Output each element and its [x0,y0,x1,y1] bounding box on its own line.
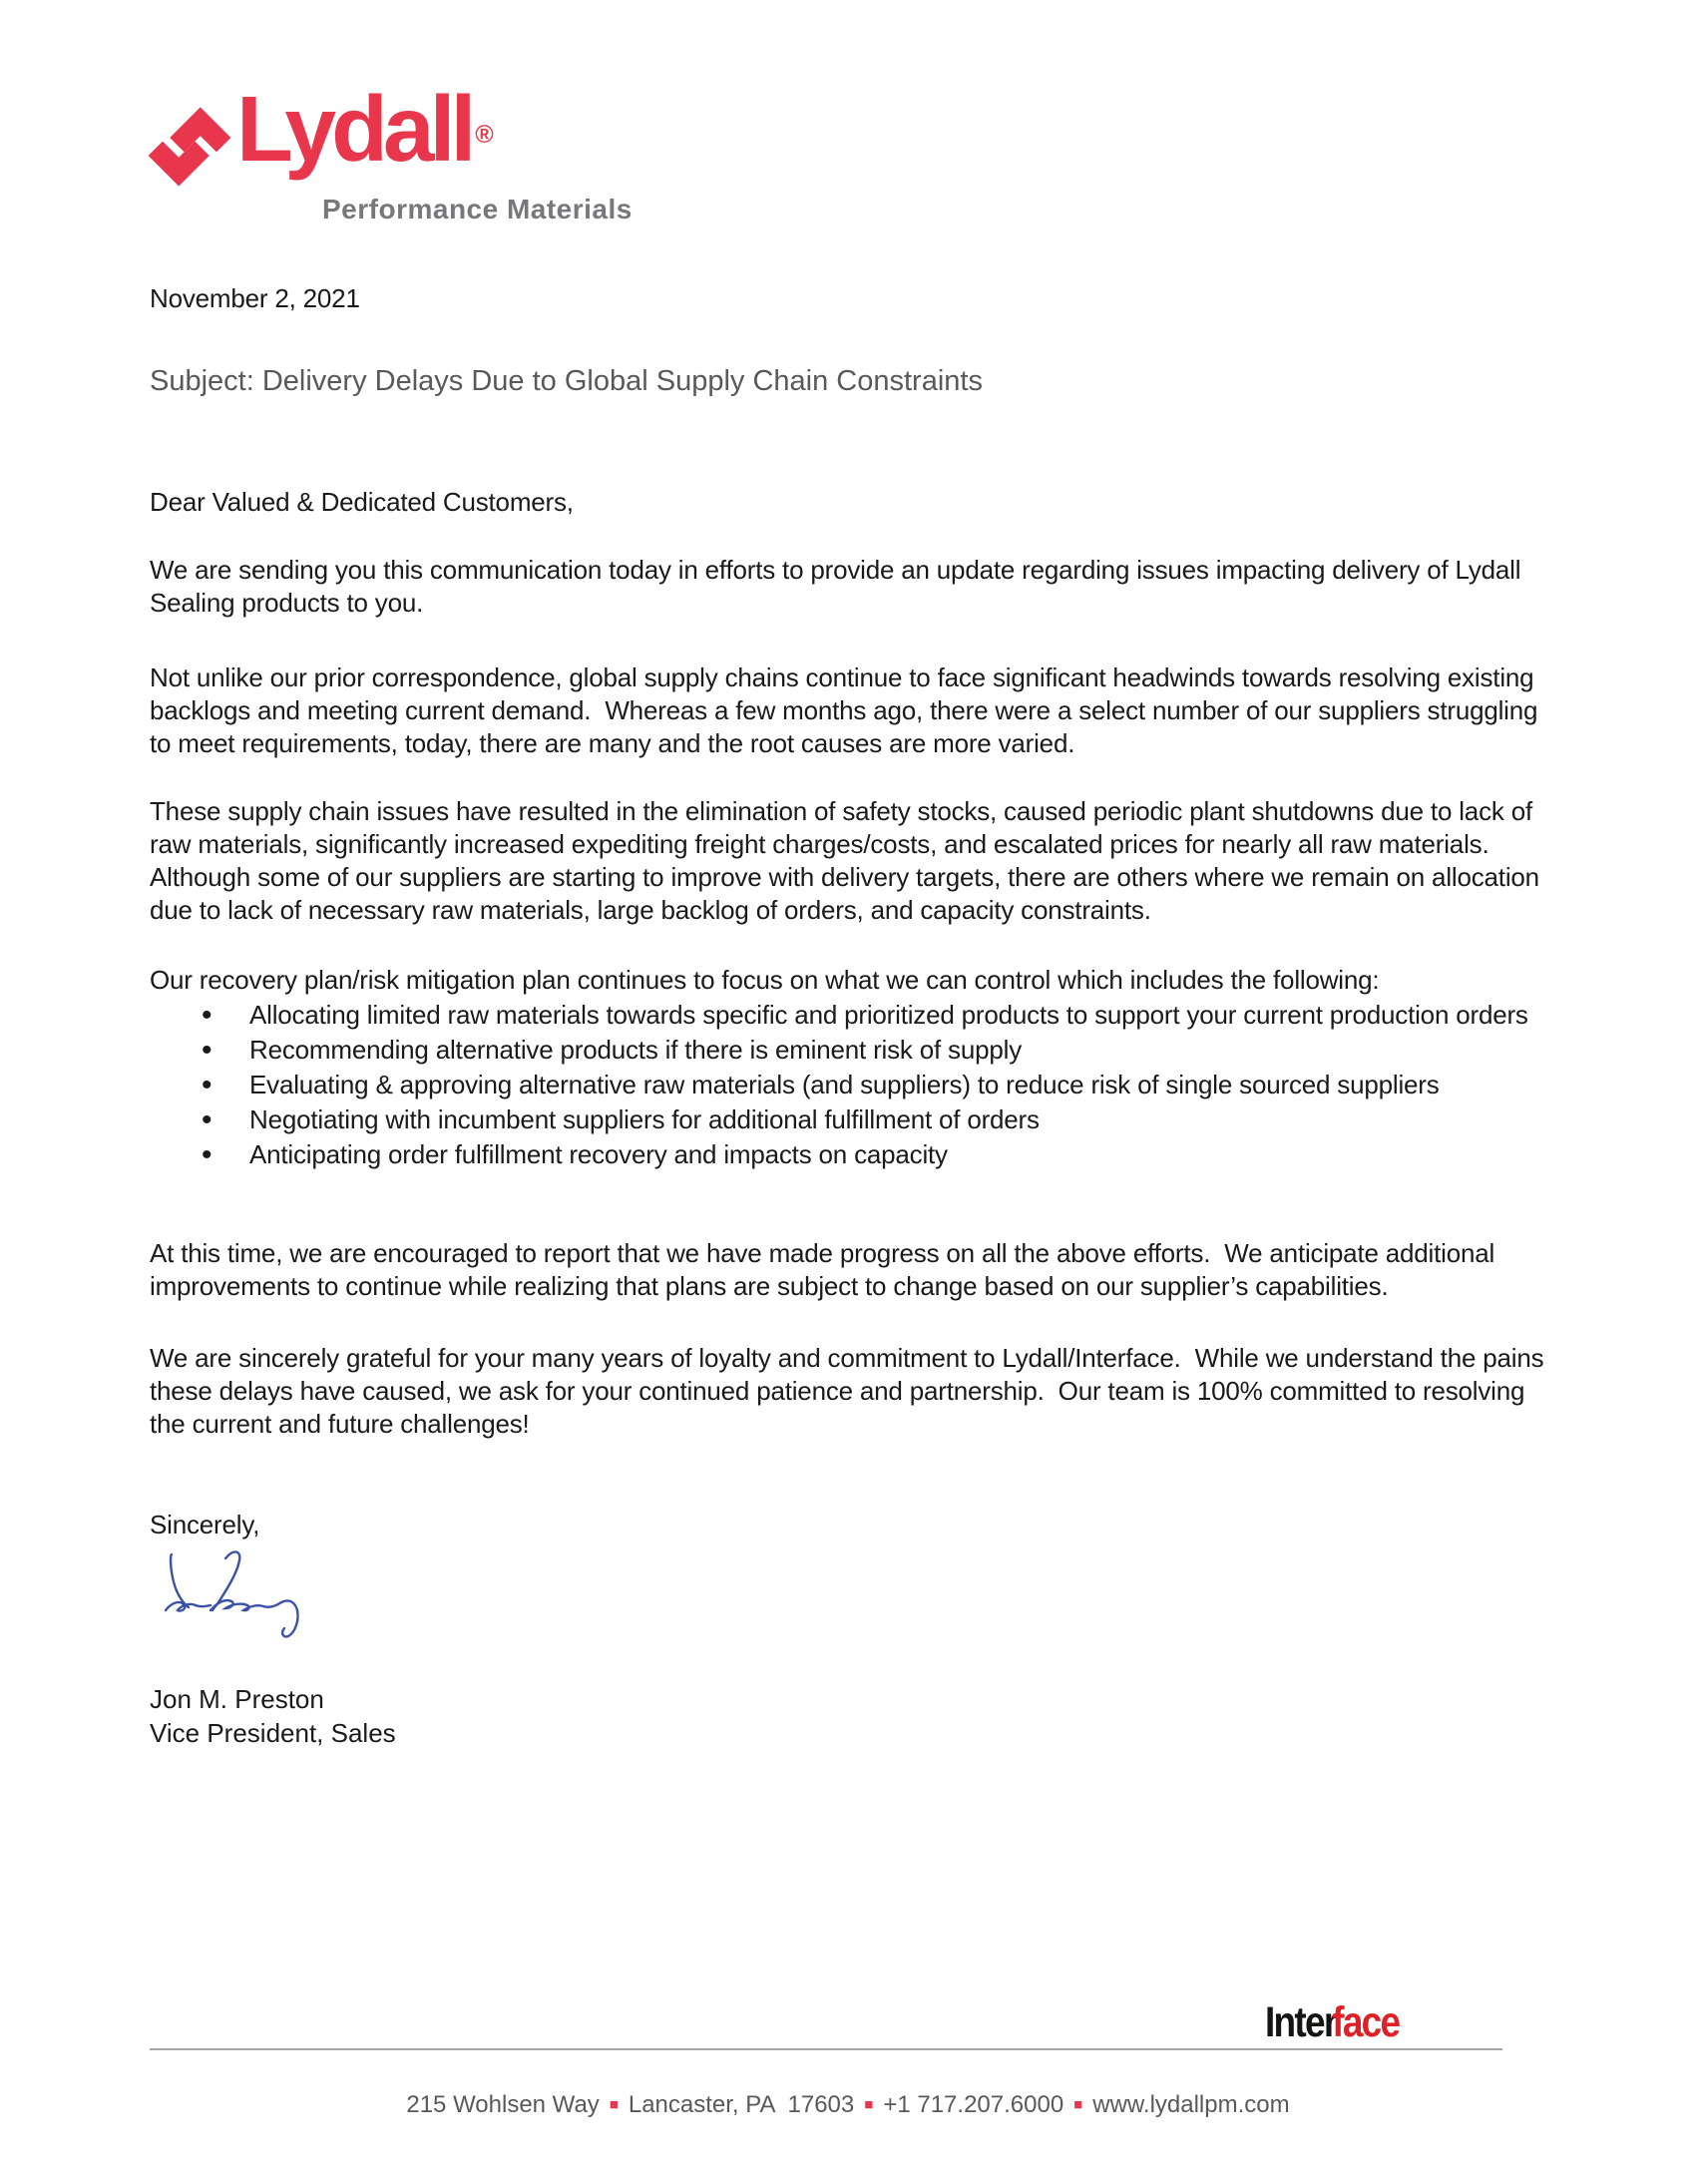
interface-logo-red: face [1332,1998,1400,2046]
body-paragraph-6: We are sincerely grateful for your many years of loyalty and commitment to Lydall/Interface. While we understand the pains these delays have caused, we ask for your continued patience and partnership. Our team is 100% committed to resolving the current and future challenges! [150,1343,1551,1439]
logo-tagline: Performance Materials [322,194,633,224]
bullet-list [150,998,1556,1172]
bullet-intro: Our recovery plan/risk mitigation plan continues to focus on what we can control which includes the following: [150,965,1380,995]
footer-address [0,2091,1696,2119]
signer-title: Vice President, Sales [150,1718,396,1748]
valediction: Sincerely, [150,1510,260,1539]
footer-divider [150,2048,1502,2050]
address-street: 215 Wohlsen Way [406,2091,600,2118]
bullet-item: • Evaluating & approving alternative raw materials (and suppliers) to reduce risk of single sourced suppliers [150,1068,1556,1102]
interface-logo-black: Inter [1265,1998,1337,2046]
bullet-item: • Negotiating with incumbent suppliers for additional fulfillment of orders [150,1102,1556,1137]
bullet-item: • Anticipating order fulfillment recovery and impacts on capacity [150,1137,1556,1172]
bullet-item: • Allocating limited raw materials towards specific and prioritized products to support your current production orders [150,998,1556,1033]
address-website: www.lydallpm.com [1092,2091,1290,2118]
subject-line: Subject: Delivery Delays Due to Global Supply Chain Constraints [150,365,983,397]
signer-name: Jon M. Preston [150,1684,324,1714]
lydall-logo-text [236,77,494,181]
interface-logo [1265,1998,1400,2046]
body-paragraph-5: At this time, we are encouraged to report that we have made progress on all the above efforts. We anticipate additional improvements to continue while realizing that plans are subject to change based on our supplier’s capabilities. [150,1238,1502,1301]
address-city: Lancaster, PA 17603 [628,2091,855,2118]
registered-trademark-icon: ® [475,121,494,149]
body-paragraph-1: We are sending you this communication today in efforts to provide an update regarding issues impacting delivery of Lydall Sealing products to you. [150,555,1528,618]
lydall-wordmark: Lydall [236,77,472,181]
body-paragraph-3: These supply chain issues have resulted in the elimination of safety stocks, caused periodic plant shutdowns due to lack of raw materials, significantly increased expediting freight charges/costs, and escalated prices for nearly all raw materials. Although some of our suppliers are starting to improve with delivery targets, there are others where we remain on allocation due to lack of necessary raw materials, large backlog of orders, and capacity constraints. [150,796,1546,925]
address-separator-icon: ■ [609,2096,619,2113]
letter-date: November 2, 2021 [150,283,360,313]
bullet-item: • Recommending alternative products if there is eminent risk of supply [150,1033,1556,1068]
address-phone: +1 717.207.6000 [883,2091,1064,2118]
lydall-logo-icon [145,102,234,192]
signature-image [156,1544,330,1654]
signature-block [150,1682,396,1750]
address-separator-icon: ■ [864,2096,874,2113]
body-paragraph-2: Not unlike our prior correspondence, global supply chains continue to face significant headwinds towards resolving existing backlogs and meeting current demand. Whereas a few months ago, there were a select number of our suppliers struggling to meet requirements, today, there are many and the root causes are more varied. [150,662,1545,758]
salutation: Dear Valued & Dedicated Customers, [150,487,574,517]
address-separator-icon: ■ [1073,2096,1083,2113]
